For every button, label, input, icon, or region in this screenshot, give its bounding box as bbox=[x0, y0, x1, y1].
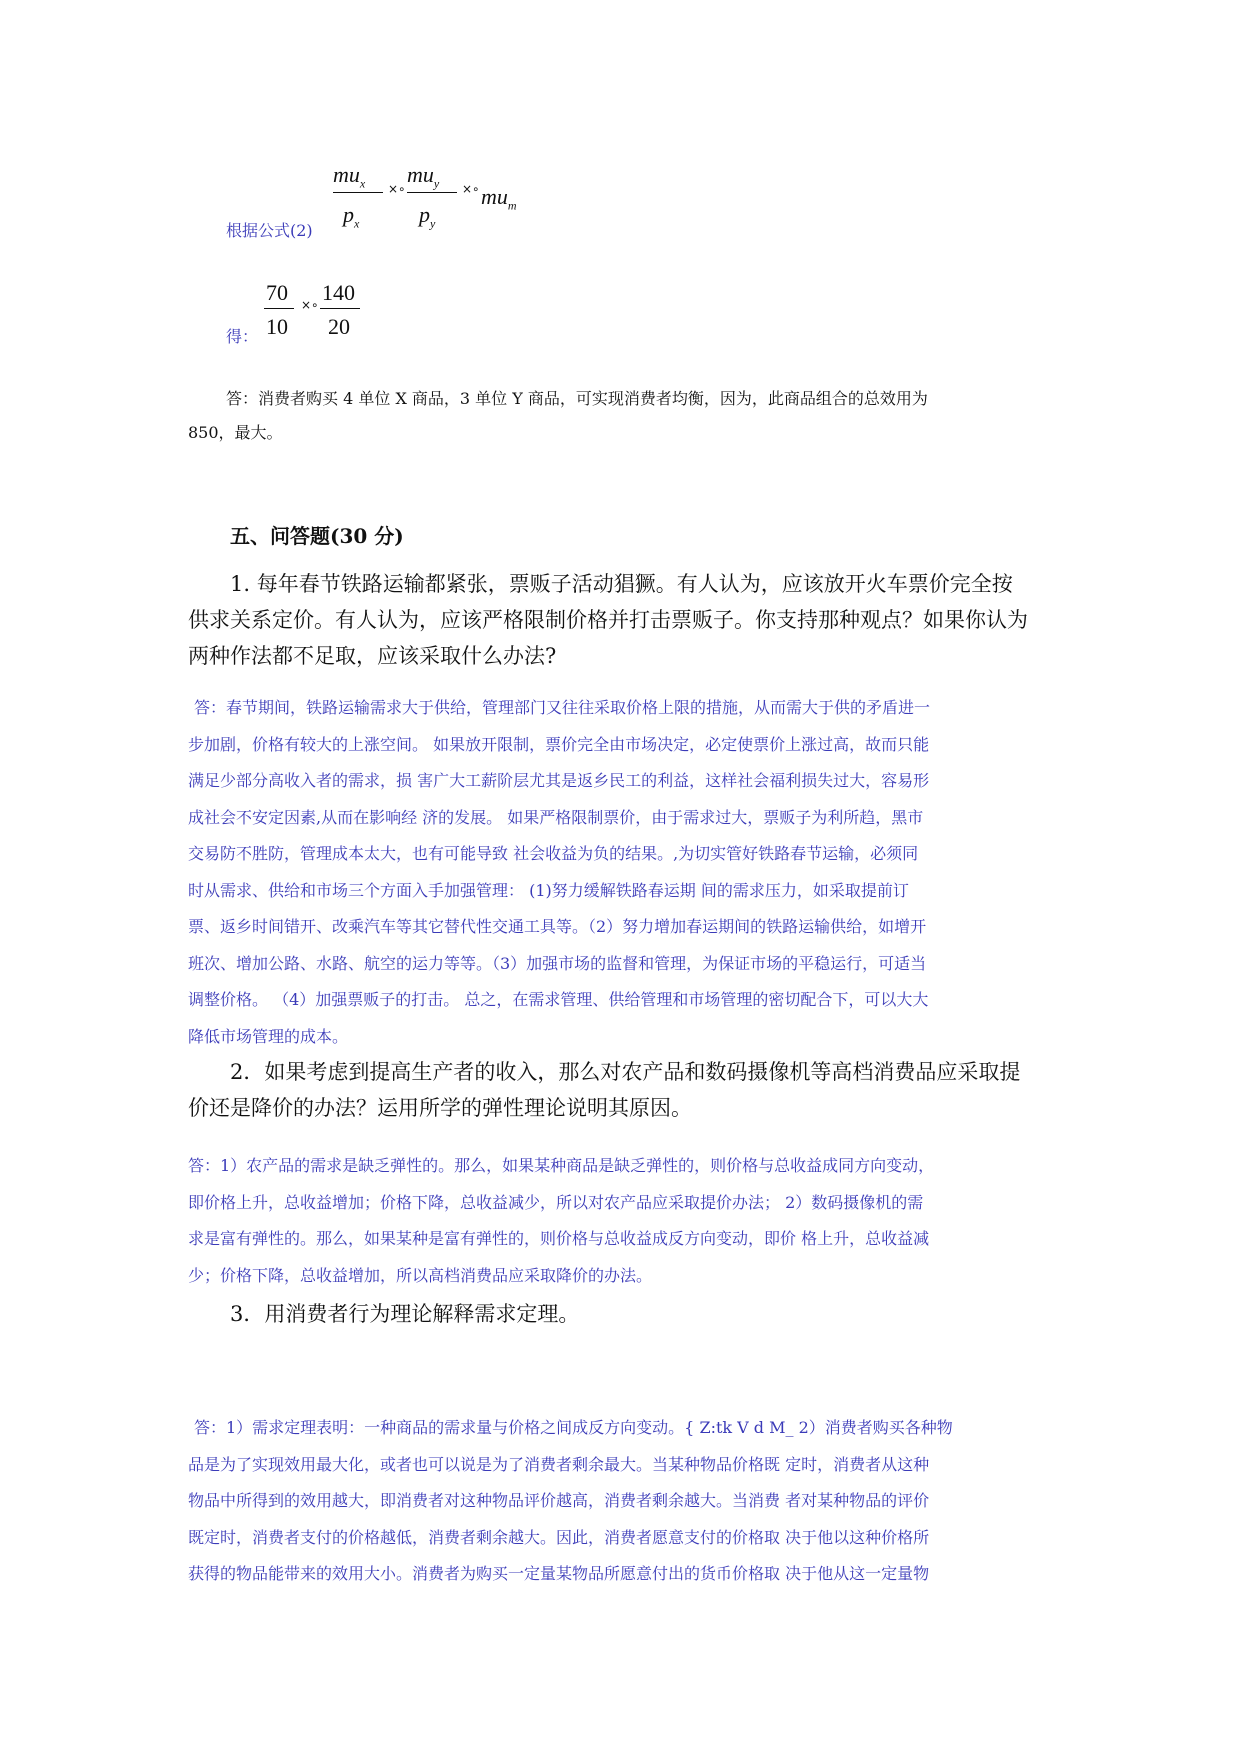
answer-3-line: 物品中所得到的效用越大，即消费者对这种物品评价越高，消费者剩余越大。当消费 者对某种物品的评价 bbox=[188, 1491, 930, 1510]
answer-line-1: 答：消费者购买 4 单位 X 商品，3 单位 Y 商品，可实现消费者均衡，因为，此商品组合的总效用为 bbox=[226, 389, 928, 408]
operator-symbol: ×∘ bbox=[462, 182, 480, 196]
numerator-mu: mu bbox=[407, 162, 434, 187]
answer-2-line: 即价格上升，总收益增加；价格下降，总收益减少，所以对农产品应采取提价办法； 2）数码摄像机的需 bbox=[188, 1192, 924, 1212]
answer-1 bbox=[188, 690, 1068, 1055]
question-1-line-1: 1. 每年春节铁路运输都紧张，票贩子活动猖獗。有人认为，应该放开火车票价完全按 bbox=[230, 572, 1013, 596]
question-1 bbox=[188, 566, 1068, 674]
fraction-bar bbox=[320, 308, 360, 309]
question-2-line-1: 2．如果考虑到提高生产者的收入，那么对农产品和数码摄像机等高档消费品应采取提 bbox=[230, 1060, 1021, 1084]
answer-1-line: 答：春节期间，铁路运输需求大于供给，管理部门又往往采取价格上限的措施，从而需大于供的矛盾进一 bbox=[194, 698, 931, 717]
answer-1-line: 调整价格。 （4）加强票贩子的打击。 总之，在需求管理、供给管理和市场管理的密切配合下，可以大大 bbox=[188, 990, 929, 1009]
operator-symbol: ×∘ bbox=[301, 298, 319, 312]
answer-1-line: 交易防不胜防，管理成本太大，也有可能导致 社会收益为负的结果。,为切实管好铁路春节运输，必须同 bbox=[188, 844, 919, 863]
fraction-bar bbox=[407, 192, 457, 193]
subscript-x: x bbox=[354, 216, 360, 231]
fraction-bar bbox=[333, 192, 383, 193]
question-3: 3．用消费者行为理论解释需求定理。 bbox=[230, 1302, 580, 1326]
denominator-p: p bbox=[343, 202, 354, 227]
numerator-mu: mu bbox=[333, 162, 360, 187]
question-2-line-2: 价还是降价的办法？运用所学的弹性理论说明其原因。 bbox=[188, 1096, 692, 1120]
denominator-p: p bbox=[419, 202, 430, 227]
answer-1-line: 班次、增加公路、水路、航空的运力等等。（3）加强市场的监督和管理，为保证市场的平稳运行，可适当 bbox=[188, 953, 927, 973]
formula-2-prefix: 得： bbox=[226, 327, 259, 346]
denominator-20: 20 bbox=[328, 314, 350, 339]
answer-1-line: 降低市场管理的成本。 bbox=[188, 1026, 349, 1046]
numerator-70: 70 bbox=[266, 280, 288, 305]
answer-2 bbox=[188, 1148, 1068, 1294]
rhs-mu: mu bbox=[481, 184, 508, 209]
answer-1-line: 时从需求、供给和市场三个方面入手加强管理： (1)努力缓解铁路春运期 间的需求压力，如采取提前订 bbox=[188, 880, 909, 900]
answer-paragraph bbox=[188, 382, 928, 450]
answer-3 bbox=[188, 1410, 1068, 1593]
subscript-y: y bbox=[430, 216, 436, 231]
answer-3-line: 获得的物品能带来的效用大小。消费者为购买一定量某物品所愿意付出的货币价格取 决于他从这一定量物 bbox=[188, 1564, 930, 1583]
answer-3-line: 既定时，消费者支付的价格越低，消费者剩余越大。因此，消费者愿意支付的价格取 决于他以这种价格所 bbox=[188, 1527, 930, 1547]
answer-1-line: 票、返乡时间错开、改乘汽车等其它替代性交通工具等。（2）努力增加春运期间的铁路运输供给，如增开 bbox=[188, 917, 927, 936]
answer-1-line: 满足少部分高收入者的需求，损 害广大工薪阶层尤其是返乡民工的利益，这样社会福利损失过大，容易形 bbox=[188, 771, 930, 790]
numerator-140: 140 bbox=[322, 280, 355, 305]
fraction-bar bbox=[264, 308, 294, 309]
answer-1-line: 成社会不安定因素,从而在影响经 济的发展。 如果严格限制票价，由于需求过大，票贩子为利所趋，黑市 bbox=[188, 807, 924, 827]
answer-3-line: 品是为了实现效用最大化，或者也可以说是为了消费者剩余最大。当某种物品价格既 定时，消费者从这种 bbox=[188, 1454, 930, 1474]
rhs-mu-m bbox=[481, 184, 517, 213]
subscript-m: m bbox=[507, 198, 517, 213]
answer-3-line: 答：1）需求定理表明：一种商品的需求量与价格之间成反方向变动。{ Z:tk V d M_ 2）消费者购买各种物 bbox=[194, 1418, 953, 1437]
subscript-y: y bbox=[433, 176, 440, 191]
answer-2-line: 求是富有弹性的。那么，如果某种是富有弹性的，则价格与总收益成反方向变动，即价 格上升，总收益减 bbox=[188, 1229, 930, 1248]
answer-2-line: 少；价格下降，总收益增加，所以高档消费品应采取降价的办法。 bbox=[188, 1265, 653, 1285]
question-1-line-3: 两种作法都不足取，应该采取什么办法? bbox=[188, 644, 557, 668]
answer-2-line: 答：1）农产品的需求是缺乏弹性的。那么，如果某种商品是缺乏弹性的，则价格与总收益成同方向变动， bbox=[188, 1156, 935, 1175]
answer-line-2: 850，最大。 bbox=[188, 423, 283, 442]
section-heading: 五、问答题(30 分) bbox=[230, 524, 404, 548]
denominator-10: 10 bbox=[266, 314, 288, 339]
answer-1-line: 步加剧，价格有较大的上涨空间。 如果放开限制，票价完全由市场决定，必定使票价上涨过高，故而只能 bbox=[188, 734, 930, 754]
question-2 bbox=[188, 1054, 1068, 1126]
operator-symbol: ×∘ bbox=[388, 182, 406, 196]
subscript-x: x bbox=[359, 176, 366, 191]
formula-1-prefix: 根据公式(2) bbox=[226, 221, 313, 240]
question-1-line-2: 供求关系定价。有人认为，应该严格限制价格并打击票贩子。你支持那种观点？如果你认为 bbox=[188, 608, 1028, 632]
